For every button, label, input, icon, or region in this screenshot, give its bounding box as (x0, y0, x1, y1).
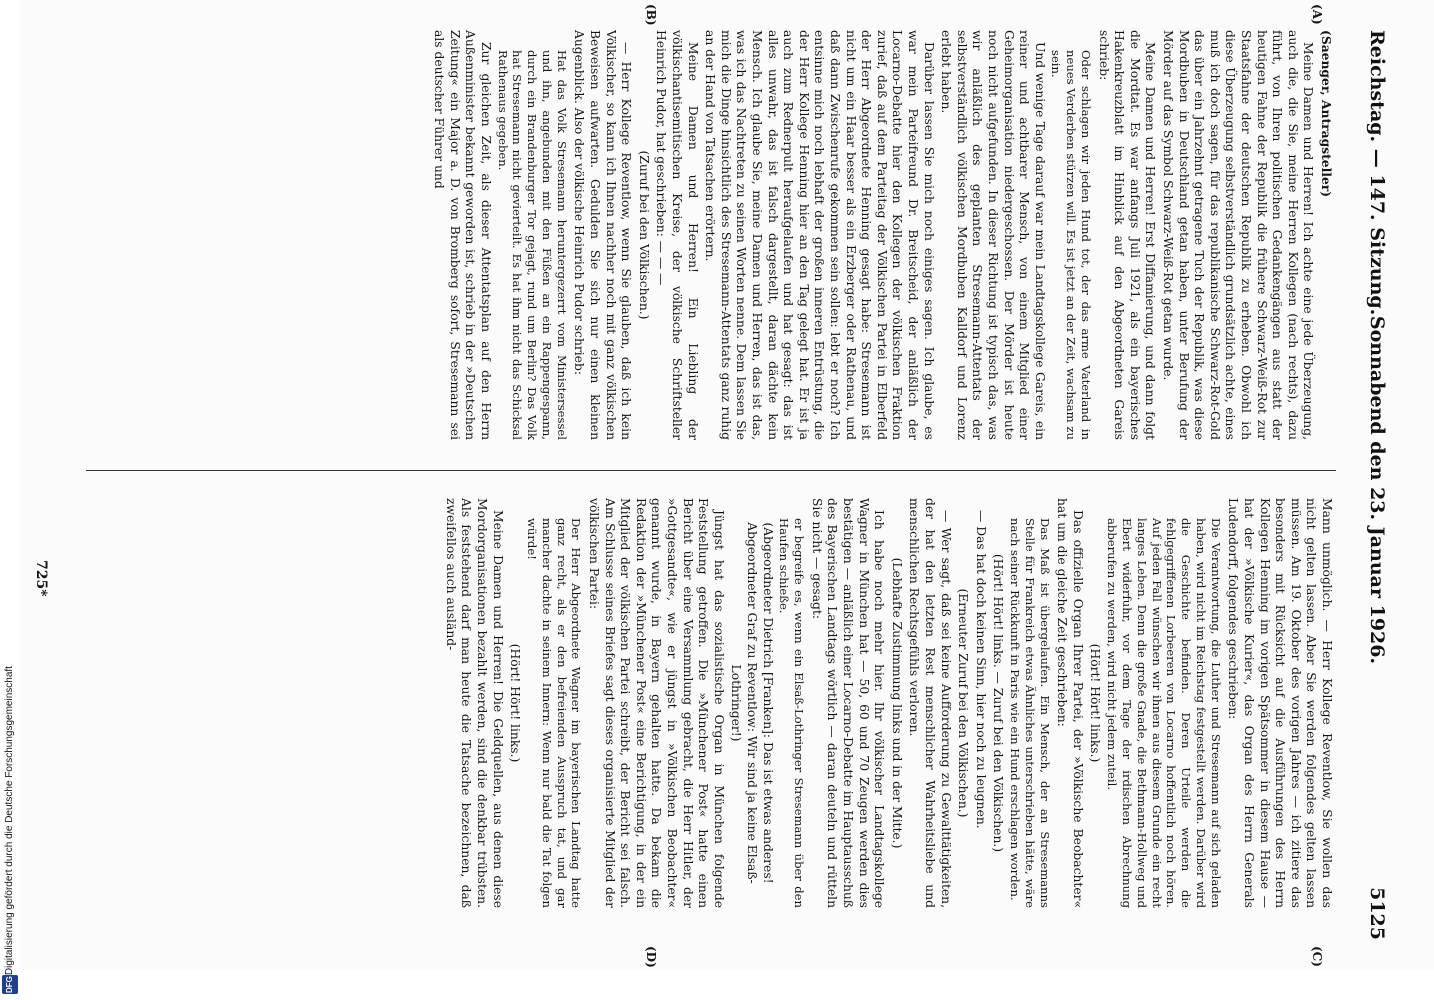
sheet-signature: 725* (33, 560, 49, 597)
paragraph-text: Darüber lassen Sie mich noch einiges sagen. Ich glaube, es war mein Parteifreund Dr. Breitscheid, der anläßlich der Locarno-Debatte hier den Kollegen der völkischen Fraktion zurief, daß auf dem Parteitag der Völkischen Partei in Elberfeld der Herr Abgeordnete Henning gesagt habe: Stresemann ist nicht um ein Haar besser als ein Erzberger oder Rathenau, und daß dann Zwischenrufe gekommen sein sollen: lebt er noch? Ich entsinne mich noch lebhaft der großen inneren Entrüstung, die der Herr Kollege Henning hier an den Tag gelegt hat. Er ist ja auch zum Rednerpult heraufgelaufen und hat gesagt: das ist alles unwahr, das ist falsch dargestellt, daran dächte kein Mensch. Ich glaube Sie, meine Damen und Herren, das ist das, was ich das Nachtreten zu seinen Worten nenne. Dem lassen Sie mich die Dinge hinsichtlich des Stresemann-Attentats ganz ruhig an der Hand von Tatsachen erörtern. (703, 30, 936, 440)
paragraph-text: — Wer sagt, daß sei keine Aufforderung zu Gewalttätigkeiten, der hat den letzten Rest menschlicher Wahrheitsliebe und menschlichen Rechtsgefühls verloren. (907, 498, 953, 908)
paragraph (1159, 30, 1315, 440)
paragraph-text: Meine Damen und Herren! Erst Diffamierung, und dann folgt die Mordtat. Es war anfangs Juli 1921, als ein bayerisches Hakenkreuzblatt im Hinblick auf den Abgeordneten Gareis schrieb: (1096, 30, 1158, 440)
paragraph-text: Oder schlagen wir jeden Hund tot, der das arme Vaterland in neues Verderben stürzen will. Es ist jetzt an der Zeit, wachsam zu sein. (1049, 50, 1094, 440)
interjection (990, 498, 1006, 908)
margin-mark-a: (A) (1310, 4, 1324, 25)
paragraph (442, 498, 504, 908)
quoted-passage (495, 30, 569, 440)
digitization-credit-strip (0, 0, 20, 1000)
paragraph-text: (Hört! Hört! links.) (1088, 643, 1103, 763)
paragraph-text: (Erneuter Zuruf bei den Völkischen.) (956, 588, 971, 818)
paragraph-text: — Das hat doch keinen Sinn, hier noch zu leugnen. (973, 510, 988, 829)
margin-mark-c: (C) (1310, 946, 1324, 967)
quoted-passage (524, 498, 583, 908)
paragraph-text: (Abgeordneter Dietrich [Franken]: Das ist etwas anderes! Abgeordneter Graf zu Reventlow: Wir sind ja keine Elsaß-Lothringer!) (729, 522, 775, 884)
credit-text: Digitalisierung gefördert durch die Deutsche Forschungsgemeinschaft (4, 666, 15, 976)
paragraph-text: (Hört! Hört! links.) (508, 643, 523, 763)
speaker-name: (Saenger, Antragsteller) (1319, 30, 1334, 198)
paragraph (1317, 30, 1334, 440)
paragraph (1225, 498, 1334, 908)
paragraph-text: Meine Damen und Herren! Ich achte eine jede Überzeugung, auch die, die Sie, meine Herren Kollegen (nach rechts), dazu führt, von Ihren politischen Gedankengängen aus statt der heutigen Fahne der Republik die frühere Schwarz-Weiß-Rot zur Staatsfahne der deutschen Republik zu erheben. Obwohl ich diese Überzeugung selbstverständlich grundsätzlich achte, eines muß ich doch sagen, für das republikanische Schwarz-Rot-Gold das über ein Jahrzehnt getragene Tuch der Republik, was diese Mordbuben in Deutschland getan haben, unter Berufung der Mörder auf das Symbol Schwarz-Weiß-Rot getan wurde. (1161, 30, 1316, 440)
interjection (1087, 498, 1103, 908)
paragraph-text: Das Maß ist übergelaufen. Ein Mensch, der an Stresemanns Stelle für Frankreich etwas Ähnliches unterschrieben hätte, wäre nach seiner Rückkunft in Paris wie ein Hund erschlagen worden. (1008, 518, 1052, 908)
paragraph-text: Mann unmöglich. — Herr Kollege Reventlow, Sie wollen das nicht gelten lassen. Aber Sie werden folgendes gelten lassen müssen. Am 19. Oktober des vorigen Jahres — ich zitiere das besonders mit Rücksicht auf die Ausführungen des Herrn Kollegen Henning im vorigen Spätsommer in diesem Hause — hat der »Völkische Kurier«, das Organ des Herrn Generals Ludendorff, folgendes geschrieben: (1226, 498, 1334, 908)
paragraph-text: Meine Damen und Herren! Die Geldquellen, aus denen diese Mordorganisationen bezahlt werden, sind die denkbar trübsten. Als feststehend darf man heute die Tatsache bezeichnen, daß zweifellos auch ausländ- (443, 498, 505, 908)
paragraph-text: (Zuruf bei den Völkischen.) (636, 150, 651, 320)
paragraph-text: Die Verantwortung, die Luther und Stresemann auf sich geladen haben, wird nicht im Reichstag festgestellt werden. Darüber wird die Geschichte befinden. Deren Urteile werden die fehlgegriffenen Lorbeeren von Locarno hoffentlich noch hören. Auf jeden Fall wünschen wir ihnen aus diesem Grunde ein recht langes Leben. Denn die große Gnade, die Bethmann-Hollweg und Ebert widerfuhr, vor dem Tage der irdischen Abrechnung abberufen zu werden, wird nicht jedem zuteil. (1105, 518, 1223, 908)
paragraph (1054, 498, 1085, 908)
quoted-passage (1007, 498, 1051, 908)
paragraph-text: (Hört! Hört! links. — Zuruf bei den Völkischen.) (991, 553, 1006, 853)
quoted-passage (1104, 498, 1222, 908)
page-number: 5125 (1366, 887, 1388, 940)
margin-mark-d: (D) (644, 946, 658, 968)
paragraph-text: Jüngst hat das sozialistische Organ in München folgende Feststellung getroffen. Die »Münchener Post« hatte einen Bericht über eine Versammlung gebracht, die Herr Hitler, der »Gottgesandte«, wie er jüngst in »Völkischen Beobachter« genannt wurde, in Bayern gehalten hatte. Da bekam die Redaktion der »Münchener Post« eine Berichtigung, in der ein Mitglied der völkischen Partei schreibt, der Bericht sei falsch. Am Schlusse seines Briefes sagt dieses organisierte Mitglied der völkischen Partei: (587, 498, 726, 908)
paragraph-text: er begreife es, wenn ein Elsaß-Lothringer Stresemann über den Haufen schieße. (777, 518, 807, 908)
text-column-left (84, 30, 1334, 440)
paragraph (653, 30, 700, 440)
header-left: Reichstag. — 147. Sitzung. (1366, 30, 1388, 316)
interjection (507, 498, 523, 908)
interjection (728, 498, 775, 908)
paragraph-text: — Herr Kollege Reventlow, wenn Sie glauben, daß ich kein Völkischer, so kann ich Ihnen nachher noch mit ganz völkischen Beweisen aufwarten. Gedulden Sie sich nur einen kleinen Augenblick. Also der völkische Heinrich Pudor schrieb: (572, 30, 634, 440)
quoted-passage (777, 498, 807, 908)
paragraph-text: (Lebhafte Zustimmung links und in der Mitte.) (889, 557, 904, 849)
paragraph (938, 30, 1047, 440)
margin-mark-b: (B) (644, 4, 658, 26)
paragraph (906, 498, 953, 908)
paragraph (702, 30, 936, 440)
paragraph-text: Ich habe noch mehr hier. Ihr völkischer Landtagskollege Wagner in München hat — 50, 60 und 70 Zeugen werden dies bestätigen — anläßlich einer Locarno-Debatte im Hauptausschuß des Bayerischen Landtags wörtlich — daran deuteln und rütteln Sie nicht — gesagt: (809, 498, 887, 908)
column-divider (86, 470, 1336, 471)
paragraph-text: Hat das Volk Stresemann heruntergezerrt vom Ministersessel und ihn, angebunden mit den Füßen an ein Rappengespann, durch ein Brandenburger Tor gejagt, rund um Berlin? Das Volk hat Stresemann nicht gevierteilt. Es hat ihm nicht das Schicksal Rathenaus gegeben. (495, 50, 569, 440)
paragraph-text: Das offizielle Organ Ihrer Partei, der »Völkische Beobachter« hat um die gleiche Zeit geschrieben: (1055, 498, 1085, 908)
paragraph-text: Der Herr Abgeordnete Wagner im bayerischen Landtag hatte ganz recht, als er den befreienden Ausspruch tat, und gar mancher dachte in seinem Innern: Wenn nur bald die Tat folgen würde! (525, 518, 584, 908)
paragraph (972, 498, 988, 908)
dfg-logo-icon: DFG (2, 975, 18, 994)
header-date: Sonnabend den 23. Januar 1926. (1366, 315, 1388, 665)
interjection (955, 498, 971, 908)
paragraph (585, 498, 725, 908)
paragraph-text: Meine Damen und Herren! Ein Liebling der völkischantisemitischen Kreise, der völkische Schriftsteller Heinrich Pudor, hat geschrieben: — — — (654, 30, 700, 440)
interjection (888, 498, 904, 908)
paragraph (808, 498, 886, 908)
paragraph (571, 30, 633, 440)
interjection (635, 30, 651, 440)
paragraph (431, 30, 493, 440)
text-column-right (84, 498, 1334, 908)
paragraph-text: Zur gleichen Zeit, als dieser Attentatsplan auf den Herrn Außenminister bekannt geworden ist, schrieb in der »Deutschen Zeitung« ein Major a. D. von Bromberg sofort, Stresemann sei als deutscher Führer und (432, 30, 493, 440)
quoted-passage (1049, 30, 1093, 440)
paragraph (1095, 30, 1157, 440)
paragraph-text: Und wenige Tage darauf war mein Landtagskollege Gareis, ein reiner und achtbarer Mensch, von einem Mitglied einer Geheimorganisation niedergeschossen. Der Mörder ist heute noch nicht aufgefunden. In dieser Richtung ist typisch das, was wir anläßlich des geplanten Stresemann-Attentats der selbstverständlich völkischen Mordbuben Kalldorf und Lorenz erlebt haben. (939, 30, 1047, 440)
